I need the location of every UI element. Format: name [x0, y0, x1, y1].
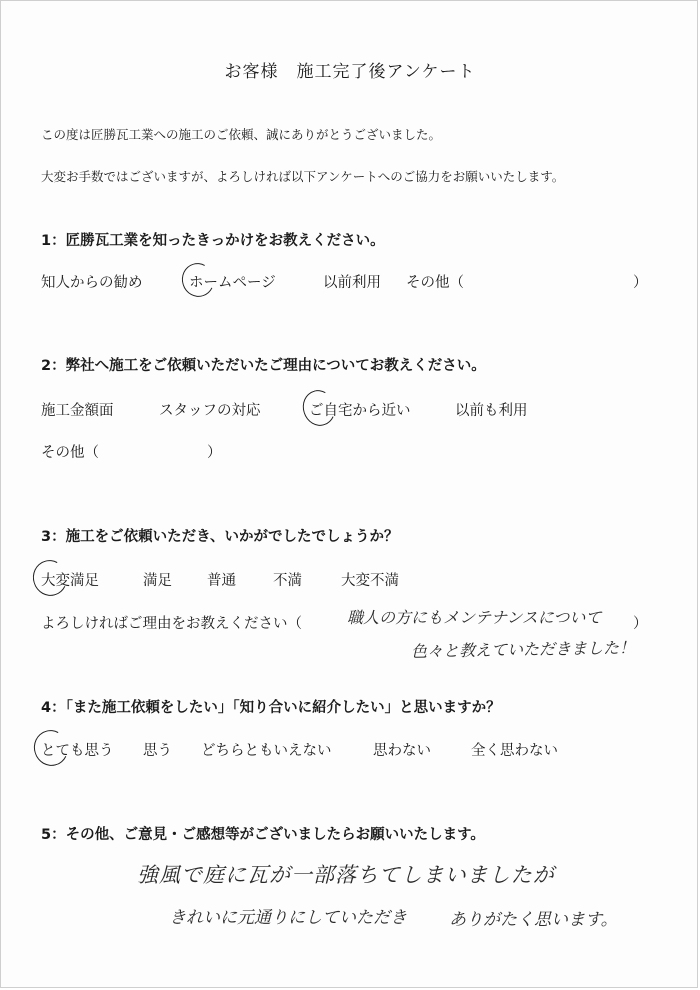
question-5: 5：その他、ご意見・ご感想等がございましたらお願いいたします。	[41, 827, 485, 843]
question-3: 3：施工をご依頼いただき、いかがでしたでしょうか？	[41, 529, 399, 545]
q3-option-neutral[interactable]: 普通	[207, 573, 236, 589]
q1-option-homepage[interactable]: ホームページ	[189, 275, 276, 291]
question-1: 1：匠勝瓦工業を知ったきっかけをお教えください。	[41, 233, 385, 249]
q1-close-paren: ）	[633, 275, 648, 291]
q5-handwritten-comment-2b: ありがたく思います。	[449, 910, 618, 930]
q3-option-dissatisfied[interactable]: 不満	[273, 573, 302, 589]
q2-option-price[interactable]: 施工金額面	[41, 403, 114, 419]
q3-option-very-satisfied[interactable]: 大変満足	[41, 573, 99, 589]
intro-line-1: この度は匠勝瓦工業への施工のご依頼、誠にありがとうございました。	[41, 127, 442, 142]
q3-option-satisfied[interactable]: 満足	[143, 573, 172, 589]
q2-option-staff[interactable]: スタッフの対応	[159, 403, 261, 419]
q4-option-agree[interactable]: 思う	[143, 743, 172, 759]
page-title: お客様 施工完了後アンケート	[224, 62, 476, 82]
q3-close-paren: ）	[633, 616, 648, 632]
intro-line-2: 大変お手数ではございますが、よろしければ以下アンケートへのご協力をお願いいたします。	[41, 169, 565, 184]
question-4: 4：「また施工依頼をしたい」「知り合いに紹介したい」と思いますか？	[41, 700, 501, 716]
q4-option-neutral[interactable]: どちらともいえない	[201, 743, 332, 759]
q2-option-other[interactable]: その他（	[41, 445, 99, 461]
q2-close-paren: ）	[207, 445, 222, 461]
q4-option-strongly-disagree[interactable]: 全く思わない	[471, 743, 558, 759]
question-2: 2：弊社へ施工をご依頼いただいたご理由についてお教えください。	[41, 358, 486, 374]
q1-option-other[interactable]: その他（	[406, 275, 464, 291]
q5-handwritten-comment-1: 強風で庭に瓦が一部落ちてしまいましたが	[137, 863, 555, 887]
q1-option-referral[interactable]: 知人からの勧め	[41, 275, 143, 291]
q4-option-disagree[interactable]: 思わない	[373, 743, 431, 759]
q2-option-near[interactable]: ご自宅から近い	[309, 403, 411, 419]
selection-circle-q3	[28, 556, 71, 601]
selection-circle-q1	[178, 259, 219, 301]
q4-option-strongly-agree[interactable]: とても思う	[41, 743, 114, 759]
q3-handwritten-reason-2: 色々と教えていただきました！	[410, 638, 636, 661]
selection-circle-q2	[298, 386, 340, 430]
q3-reason-label: よろしければご理由をお教えください（	[41, 616, 302, 632]
q2-option-previous[interactable]: 以前も利用	[455, 403, 528, 419]
q3-option-very-dissatisfied[interactable]: 大変不満	[341, 573, 399, 589]
q5-handwritten-comment-2a: きれいに元通りにしていただき	[169, 908, 407, 928]
q3-handwritten-reason-1: 職人の方にもメンテナンスについて	[347, 608, 602, 627]
selection-circle-q4	[29, 726, 72, 771]
q1-option-previous[interactable]: 以前利用	[323, 275, 381, 291]
